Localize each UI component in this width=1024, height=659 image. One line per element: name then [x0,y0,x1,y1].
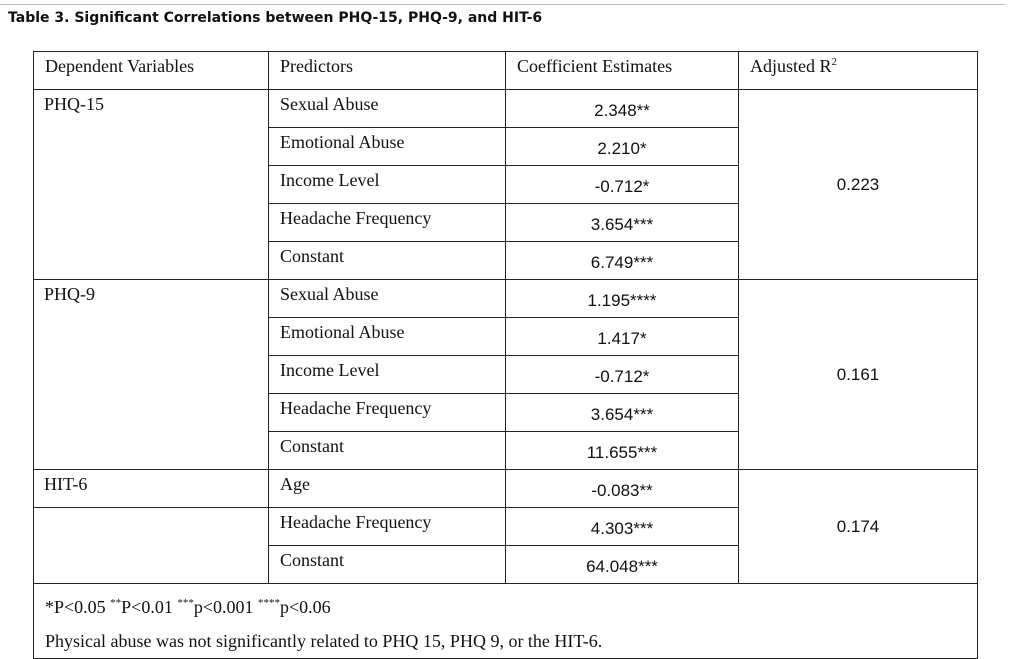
adjusted-r2-cell-phq15: 0.223 [739,90,978,280]
footnote-row [34,584,978,659]
coefficient-cell: 2.210* [506,128,739,166]
predictor-cell: Age [269,470,506,508]
table-row [34,470,978,508]
table-row [34,280,978,318]
header-dependent: Dependent Variables [34,52,269,90]
dependent-cell-hit6: HIT-6 [34,470,269,508]
coefficient-cell: 6.749*** [506,242,739,280]
predictor-cell: Income Level [269,166,506,204]
top-divider-line [0,4,1005,5]
coefficient-cell: 1.195**** [506,280,739,318]
predictor-cell: Income Level [269,356,506,394]
table-row [34,90,978,128]
coefficient-cell: -0.712* [506,356,739,394]
sig-legend-4-text: p<0.06 [280,597,331,617]
header-adjusted-r2-superscript: 2 [831,56,838,68]
significance-legend [45,590,977,624]
predictor-cell: Constant [269,242,506,280]
coefficient-cell: 1.417* [506,318,739,356]
predictor-cell: Constant [269,546,506,584]
sig-legend-3-mark: *** [177,597,194,609]
header-coefficients: Coefficient Estimates [506,52,739,90]
adjusted-r2-cell-hit6: 0.174 [739,470,978,584]
dependent-cell-phq9: PHQ-9 [34,280,269,470]
coefficient-cell: 3.654*** [506,204,739,242]
correlations-table [33,51,978,659]
sig-legend-2-mark: ** [110,597,122,609]
predictor-cell: Sexual Abuse [269,90,506,128]
sig-legend-3-text: p<0.001 [193,597,258,617]
header-adjusted-r2 [739,52,978,90]
coefficient-cell: 2.348** [506,90,739,128]
coefficient-cell: -0.083** [506,470,739,508]
sig-legend-1: *P<0.05 [45,597,111,617]
coefficient-cell: 64.048*** [506,546,739,584]
coefficient-cell: 3.654*** [506,394,739,432]
header-adjusted-r2-label: Adjusted R [750,56,832,76]
coefficient-cell: 4.303*** [506,508,739,546]
predictor-cell: Headache Frequency [269,204,506,242]
dependent-cell-empty [34,508,269,584]
adjusted-r2-cell-phq9: 0.161 [739,280,978,470]
predictor-cell: Constant [269,432,506,470]
coefficient-cell: -0.712* [506,166,739,204]
predictor-cell: Sexual Abuse [269,280,506,318]
predictor-cell: Headache Frequency [269,394,506,432]
sig-legend-2-text: P<0.01 [121,597,178,617]
footnote-note: Physical abuse was not significantly related to PHQ 15, PHQ 9, or the HIT-6. [45,631,603,651]
predictor-cell: Emotional Abuse [269,128,506,166]
table-title: Table 3. Significant Correlations between PHQ-15, PHQ-9, and HIT-6 [8,10,543,26]
sig-legend-4-mark: **** [258,597,280,609]
predictor-cell: Emotional Abuse [269,318,506,356]
footnote-cell [34,584,978,659]
coefficient-cell: 11.655*** [506,432,739,470]
header-predictors: Predictors [269,52,506,90]
header-row [34,52,978,90]
predictor-cell: Headache Frequency [269,508,506,546]
dependent-cell-phq15: PHQ-15 [34,90,269,280]
